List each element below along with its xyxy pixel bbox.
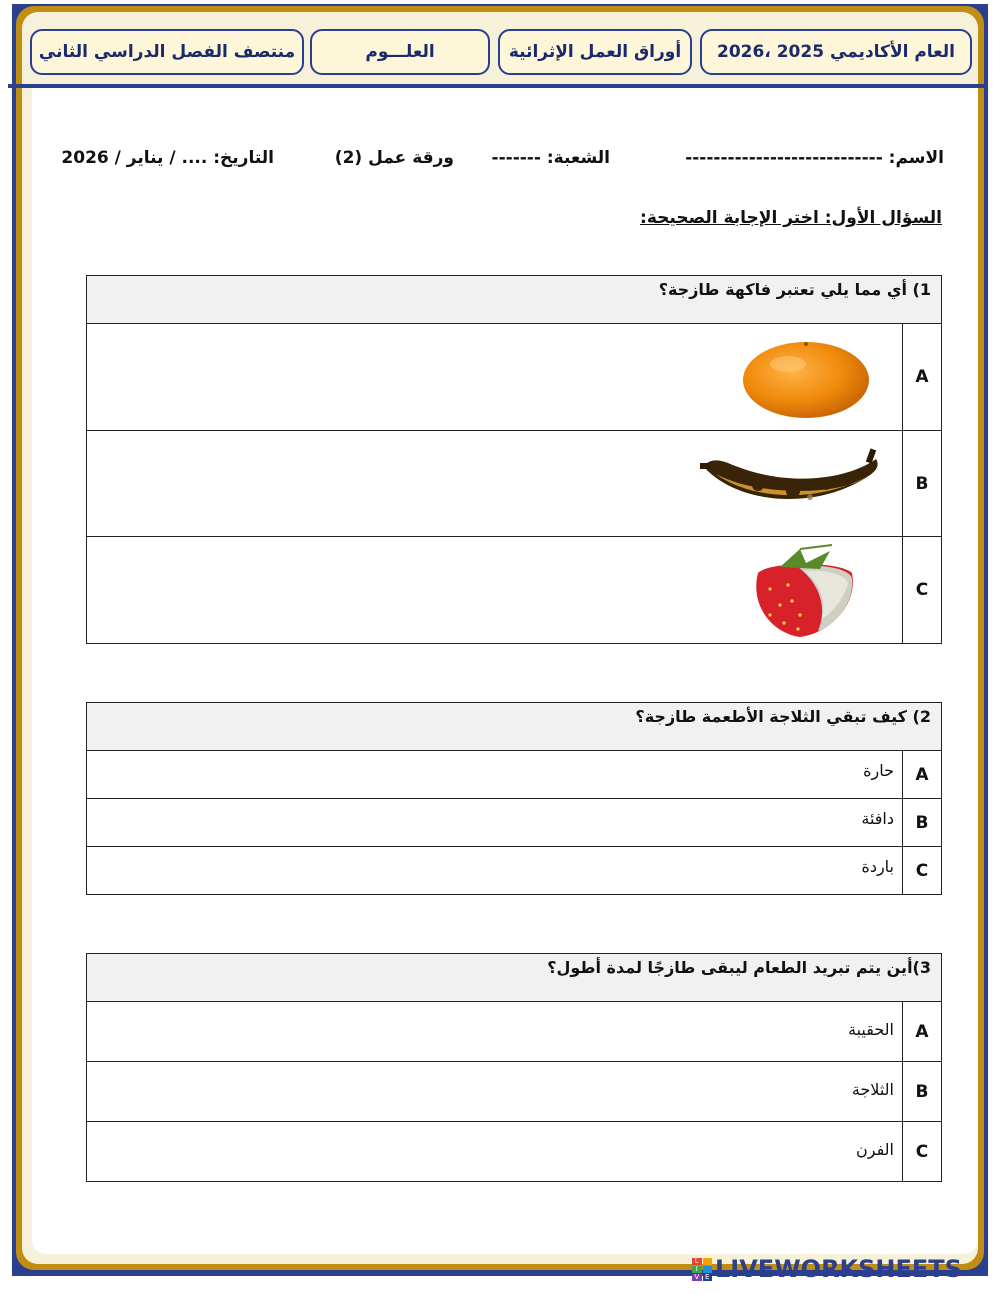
section-field[interactable]: الشعبة: ------- bbox=[491, 148, 610, 168]
logo-text: LIVEWORKSHEETS bbox=[715, 1255, 962, 1283]
sheet-number: ورقة عمل (2) bbox=[334, 148, 454, 168]
question-1-table bbox=[86, 275, 942, 644]
option-letter: A bbox=[903, 1002, 942, 1062]
name-field[interactable]: الاسم: ---------------------------- bbox=[685, 148, 944, 168]
worksheets-badge: أوراق العمل الإثرائية bbox=[498, 29, 692, 75]
question-3-text: 3)أين يتم تبريد الطعام ليبقى طازجًا لمدة أطول؟ bbox=[87, 954, 942, 1002]
option-text[interactable]: الحقيبة bbox=[87, 1002, 903, 1062]
option-row[interactable] bbox=[87, 799, 942, 847]
question-3-table bbox=[86, 953, 942, 1182]
option-b-cell[interactable] bbox=[87, 431, 903, 537]
subject-badge: العلـــوم bbox=[310, 29, 490, 75]
option-text[interactable]: باردة bbox=[87, 847, 903, 895]
option-letter: B bbox=[903, 431, 942, 537]
option-row[interactable] bbox=[87, 537, 942, 644]
orange-image bbox=[736, 334, 876, 424]
option-row[interactable] bbox=[87, 847, 942, 895]
option-a-cell[interactable] bbox=[87, 324, 903, 431]
option-row[interactable] bbox=[87, 1002, 942, 1062]
header-divider bbox=[8, 84, 988, 88]
option-text[interactable]: حارة bbox=[87, 751, 903, 799]
option-row[interactable] bbox=[87, 1122, 942, 1182]
question-2-text: 2) كيف تبقي الثلاجة الأطعمة طازجة؟ bbox=[87, 703, 942, 751]
option-letter: B bbox=[903, 799, 942, 847]
term-badge: منتصف الفصل الدراسي الثاني bbox=[30, 29, 304, 75]
option-text[interactable]: الفرن bbox=[87, 1122, 903, 1182]
option-text[interactable]: الثلاجة bbox=[87, 1062, 903, 1122]
option-row[interactable] bbox=[87, 751, 942, 799]
question-2-table bbox=[86, 702, 942, 895]
option-row[interactable] bbox=[87, 324, 942, 431]
student-info-row bbox=[60, 148, 944, 176]
option-text[interactable]: دافئة bbox=[87, 799, 903, 847]
option-letter: C bbox=[903, 537, 942, 644]
liveworksheets-logo bbox=[692, 1257, 962, 1281]
section-title: السؤال الأول: اختر الإجابة الصحيحة: bbox=[640, 208, 942, 228]
rotten-banana-image bbox=[698, 445, 884, 525]
option-letter: B bbox=[903, 1062, 942, 1122]
option-row[interactable] bbox=[87, 1062, 942, 1122]
question-1-text: 1) أي مما يلي تعتبر فاكهة طازجة؟ bbox=[87, 276, 942, 324]
option-letter: A bbox=[903, 751, 942, 799]
option-row[interactable] bbox=[87, 431, 942, 537]
date-field[interactable]: التاريخ: .... / يناير / 2026 bbox=[61, 148, 274, 168]
moldy-strawberry-image bbox=[740, 543, 870, 639]
option-letter: C bbox=[903, 1122, 942, 1182]
option-c-cell[interactable] bbox=[87, 537, 903, 644]
option-letter: C bbox=[903, 847, 942, 895]
academic-year-badge: العام الأكاديمي 2025 ،2026 bbox=[700, 29, 972, 75]
logo-mark-icon: L I V E bbox=[692, 1258, 712, 1280]
option-letter: A bbox=[903, 324, 942, 431]
